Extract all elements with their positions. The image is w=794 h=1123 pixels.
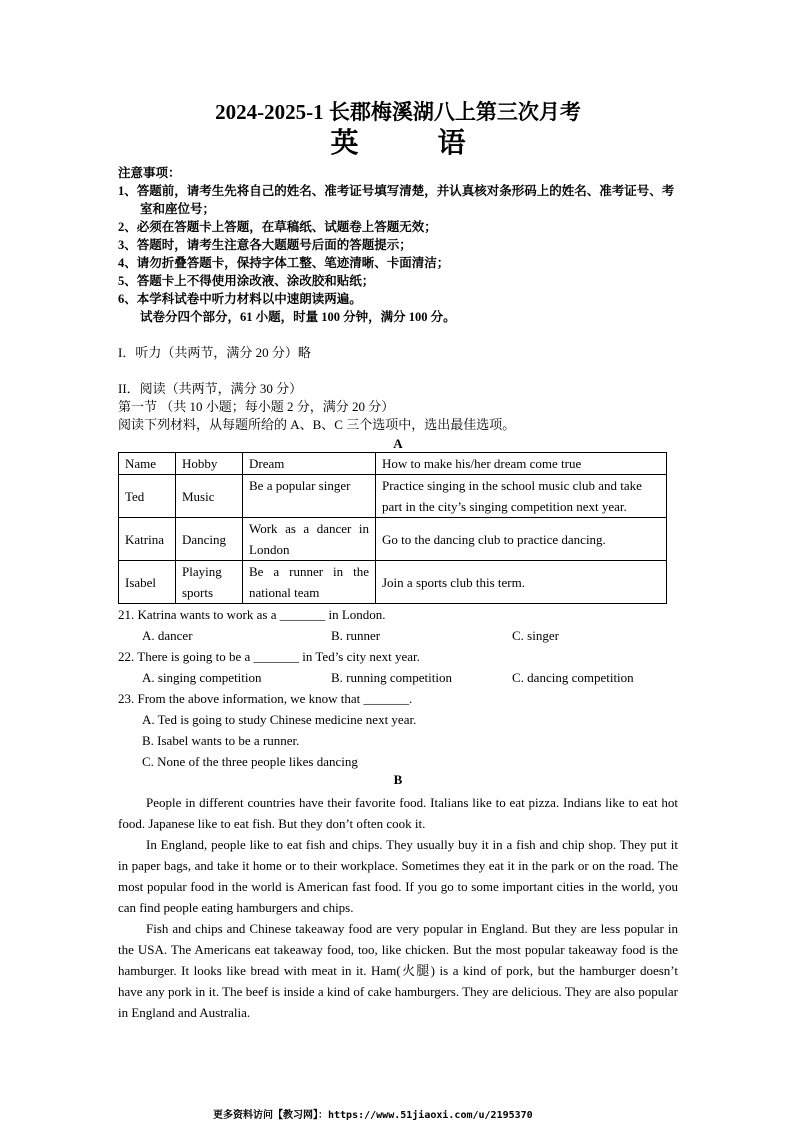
option-c: C. dancing competition <box>512 670 634 685</box>
question-21 <box>118 604 678 646</box>
option-b: B. Isabel wants to be a runner. <box>142 733 300 748</box>
table-row <box>119 561 667 604</box>
notes-summary: 试卷分四个部分，61 小题，时量 100 分钟，满分 100 分。 <box>140 310 456 324</box>
table-cell: Ted <box>119 475 176 518</box>
table-row <box>119 518 667 561</box>
question-stem: 23. From the above information, we know that _______. <box>118 691 413 706</box>
passage-a-table <box>118 452 667 604</box>
option-c: C. singer <box>512 628 559 643</box>
subject-title: 英 语 <box>330 128 502 159</box>
table-header-row <box>119 453 667 475</box>
notes-item: 3、答题时，请考生注意各大题题号后面的答题提示； <box>118 238 412 252</box>
notes-item: 6、本学科试卷中听力材料以中速朗读两遍。 <box>118 292 362 306</box>
option-a: A. singing competition <box>142 670 262 685</box>
question-options <box>118 625 678 646</box>
question-22 <box>118 646 678 688</box>
exam-title: 2024-2025-1 长郡梅溪湖八上第三次月考 <box>215 100 581 124</box>
table-row <box>119 475 667 518</box>
question-options <box>118 667 678 688</box>
notes-section <box>118 164 678 326</box>
table-cell: Be a runner in the national team <box>243 561 376 604</box>
section-reading-instruction: 阅读下列材料，从每题所给的 A、B、C 三个选项中，选出最佳选项。 <box>118 417 516 432</box>
section-listening: I．听力（共两节，满分 20 分）略 <box>118 345 311 360</box>
table-cell: Isabel <box>119 561 176 604</box>
question-stem: 22. There is going to be a _______ in Ted’s city next year. <box>118 649 420 664</box>
section-reading-part: 第一节 （共 10 小题；每小题 2 分，满分 20 分） <box>118 399 395 414</box>
option-a: A. Ted is going to study Chinese medicine next year. <box>142 712 417 727</box>
notes-item: 2、必须在答题卡上答题，在草稿纸、试题卷上答题无效； <box>118 220 437 234</box>
passage-b-label: B <box>393 772 403 787</box>
option-b: B. running competition <box>331 670 452 685</box>
table-cell: Be a popular singer <box>243 475 376 518</box>
option-c: C. None of the three people likes dancing <box>142 754 358 769</box>
table-cell: Katrina <box>119 518 176 561</box>
passage-b-paragraph: In England, people like to eat fish and chips. They usually buy it in a fish and chip shop. They put it in paper bags, and take it home or to their workplace. Sometimes they eat it in the park or on the road. The most popular food in the world is American fast food. If you go to some important cities in the world, you can find people eating hamburgers and chips. <box>118 837 678 915</box>
table-header-cell: How to make his/her dream come true <box>376 453 667 475</box>
exam-page <box>118 98 678 1023</box>
question-23 <box>118 688 678 772</box>
passage-b-paragraph: Fish and chips and Chinese takeaway food are very popular in England. But they are less popular in the USA. The Americans eat takeaway food, too, like chicken. But the most popular takeaway food is the hamburger. It looks like bread with meat in it. Ham(火腿) is a kind of pork, but the hamburger doesn’t have any pork in it. The beef is inside a kind of cake hamburgers. They are delicious. They are also popular in England and Australia. <box>118 921 678 1020</box>
table-cell: Dancing <box>176 518 243 561</box>
table-cell: Join a sports club this term. <box>376 561 667 604</box>
footer-link[interactable]: 更多资料访问【教习网】：https://www.51jiaoxi.com/u/2195370 <box>213 1110 533 1121</box>
passage-b-paragraph: People in different countries have their favorite food. Italians like to eat pizza. Indians like to eat hot food. Japanese like to eat fish. But they don’t often cook it. <box>118 795 678 831</box>
table-header-cell: Name <box>119 453 176 475</box>
section-reading-title: II．阅读（共两节，满分 30 分） <box>118 381 303 396</box>
notes-item: 1、答题前，请考生先将自己的姓名、准考证号填写清楚，并认真核对条形码上的姓名、准考证号、考室和座位号； <box>118 184 675 216</box>
table-cell: Go to the dancing club to practice dancing. <box>376 518 667 561</box>
option-a: A. dancer <box>142 628 193 643</box>
option-b: B. runner <box>331 628 381 643</box>
question-stem: 21. Katrina wants to work as a _______ in London. <box>118 607 386 622</box>
table-cell: Practice singing in the school music club and take part in the city’s singing competition next year. <box>376 475 667 518</box>
table-cell: Music <box>176 475 243 518</box>
table-header-cell: Dream <box>243 453 376 475</box>
table-cell: Work as a dancer in London <box>243 518 376 561</box>
table-cell: Playing sports <box>176 561 243 604</box>
notes-item: 4、请勿折叠答题卡，保持字体工整、笔迹清晰、卡面清洁； <box>118 256 450 270</box>
notes-heading: 注意事项： <box>118 166 181 180</box>
table-header-cell: Hobby <box>176 453 243 475</box>
notes-item: 5、答题卡上不得使用涂改液、涂改胶和贴纸； <box>118 274 375 288</box>
passage-a-label: A <box>393 436 403 451</box>
